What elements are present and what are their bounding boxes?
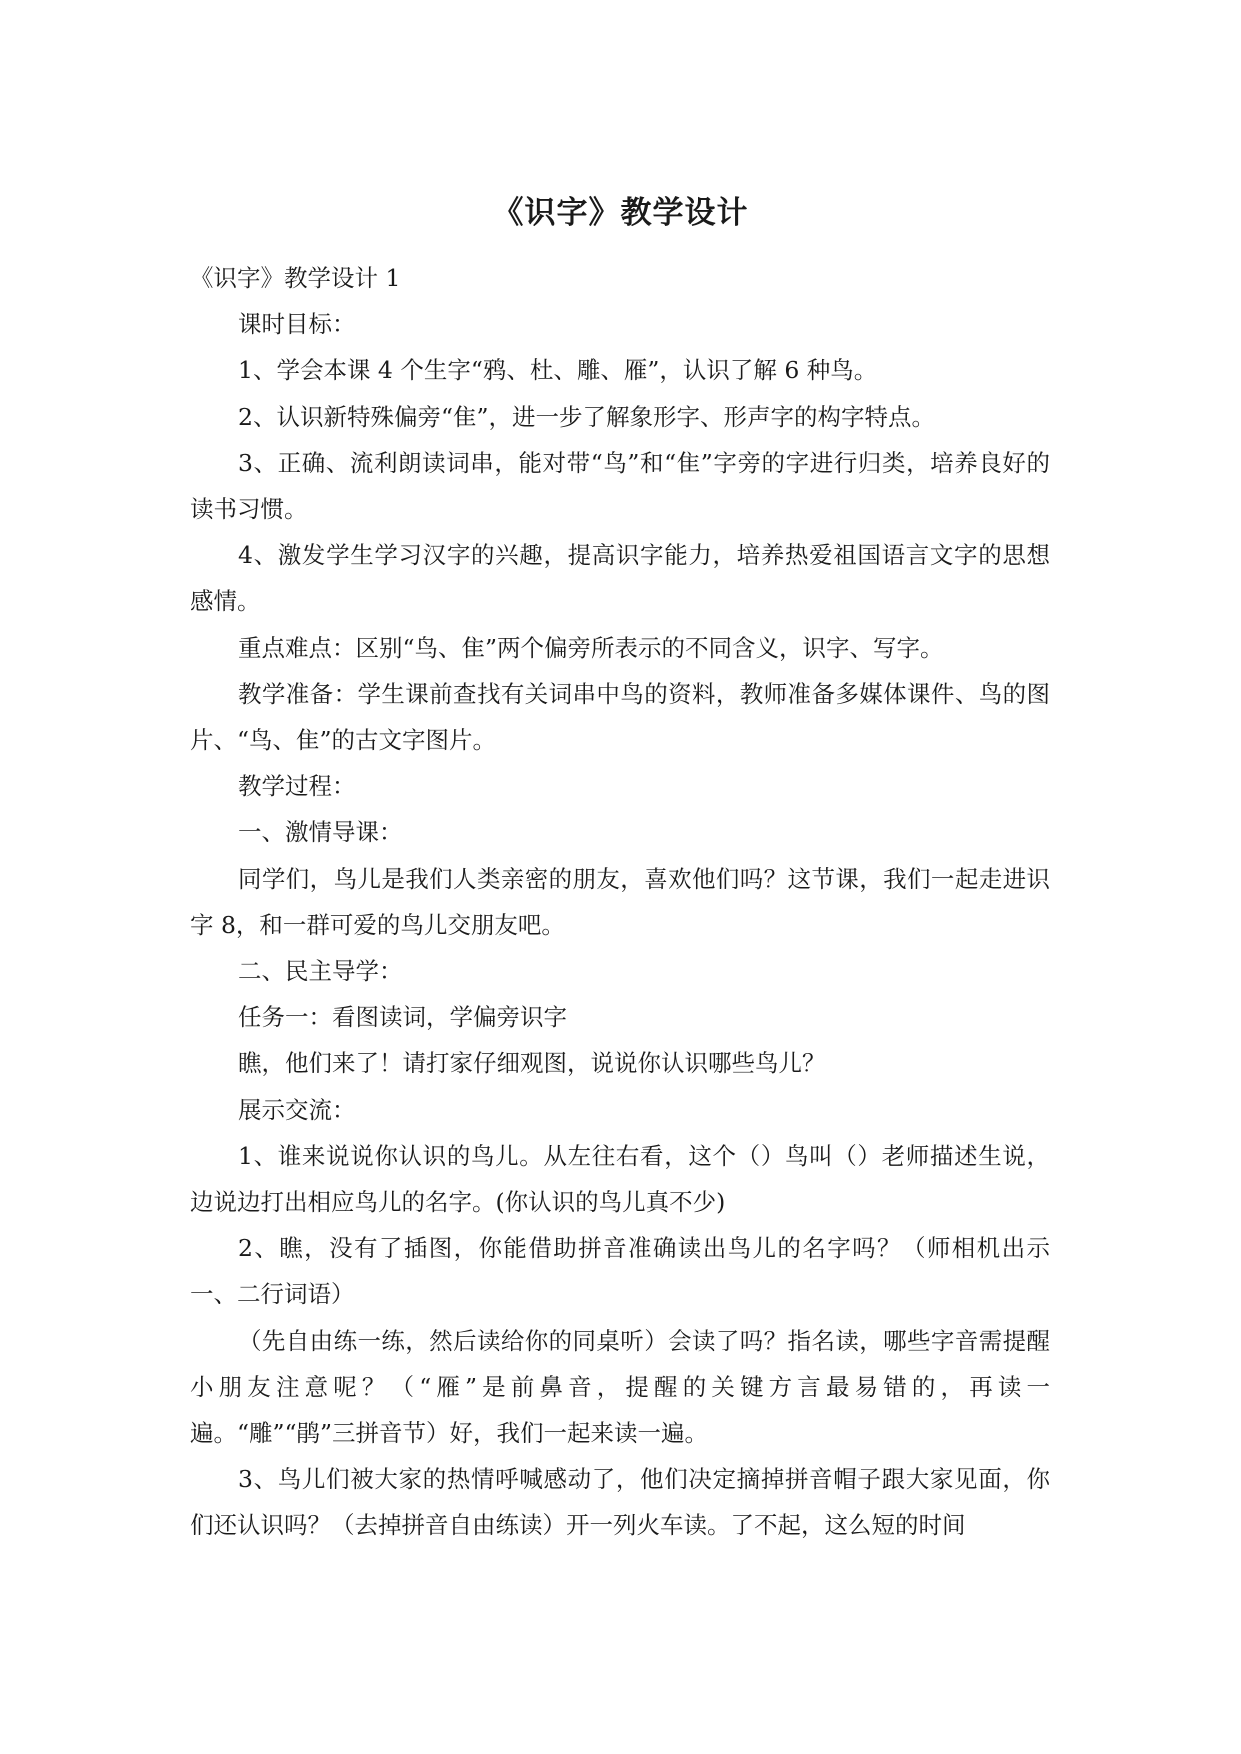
paragraph: （先自由练一练，然后读给你的同桌听）会读了吗？指名读，哪些字音需提醒小朋友注意呢？（“雁”是前鼻音，提醒的关键方言最易错的，再读一遍。“雕”“鹃”三拼音节）好，我们一起来读一遍。 bbox=[190, 1326, 1050, 1448]
paragraph: 4、激发学生学习汉字的兴趣，提高识字能力，培养热爱祖国语言文字的思想感情。 bbox=[190, 541, 1050, 616]
paragraph: 重点难点：区别“鸟、隹”两个偏旁所表示的不同含义，识字、写字。 bbox=[238, 633, 944, 662]
paragraph: 展示交流： bbox=[238, 1095, 356, 1124]
paragraph: 教学准备：学生课前查找有关词串中鸟的资料，教师准备多媒体课件、鸟的图片、“鸟、隹”的古文字图片。 bbox=[190, 679, 1050, 755]
paragraph: 2、认识新特殊偏旁“隹”，进一步了解象形字、形声字的构字特点。 bbox=[238, 402, 935, 431]
document-title: 《识字》教学设计 bbox=[492, 195, 749, 231]
paragraph: 1、学会本课 4 个生字“鸦、杜、雕、雁”，认识了解 6 种鸟。 bbox=[238, 356, 878, 385]
paragraph: 教学过程： bbox=[238, 772, 356, 801]
paragraph: 同学们，鸟儿是我们人类亲密的朋友，喜欢他们吗？这节课，我们一起走进识字 8，和一群可爱的鸟儿交朋友吧。 bbox=[190, 864, 1050, 939]
paragraph: 二、民主导学： bbox=[238, 957, 403, 986]
paragraph: 1、谁来说说你认识的鸟儿。从左往右看，这个（）鸟叫（）老师描述生说，边说边打出相应鸟儿的名字。(你认识的鸟儿真不少) bbox=[190, 1141, 1050, 1217]
document-body bbox=[190, 255, 1050, 1549]
paragraph-subtitle: 《识字》教学设计 1 bbox=[190, 264, 401, 292]
paragraph: 3、正确、流利朗读词串，能对带“鸟”和“隹”字旁的字进行归类，培养良好的读书习惯。 bbox=[190, 448, 1050, 524]
paragraph: 一、激情导课： bbox=[238, 818, 403, 847]
paragraph: 课时目标： bbox=[238, 310, 356, 339]
paragraph: 任务一：看图读词，学偏旁识字 bbox=[238, 1003, 567, 1032]
paragraph: 3、鸟儿们被大家的热情呼喊感动了，他们决定摘掉拼音帽子跟大家见面，你们还认识吗？（去掉拼音自由练读）开一列火车读。了不起，这么短的时间 bbox=[190, 1465, 1050, 1540]
paragraph: 瞧，他们来了！请打家仔细观图，说说你认识哪些鸟儿？ bbox=[238, 1049, 826, 1078]
paragraph: 2、瞧，没有了插图，你能借助拼音准确读出鸟儿的名字吗？（师相机出示一、二行词语） bbox=[190, 1234, 1050, 1309]
